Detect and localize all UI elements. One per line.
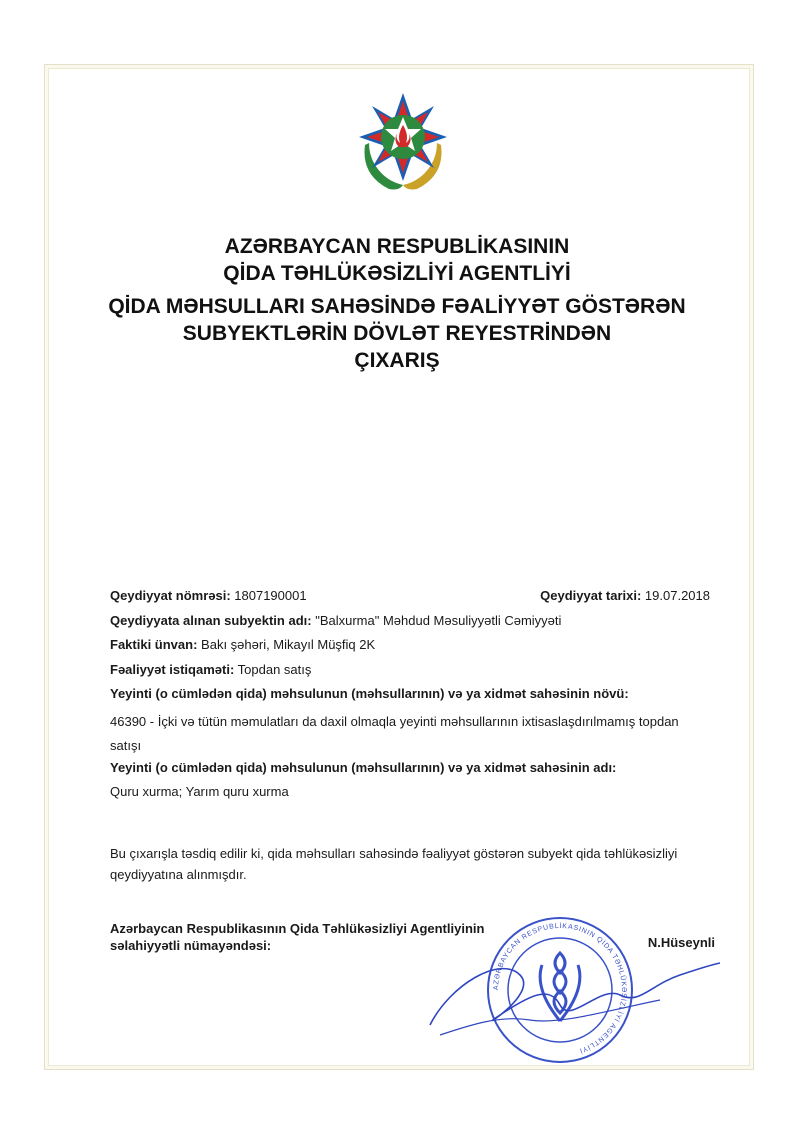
title-line-1: AZƏRBAYCAN RESPUBLİKASININ: [224, 235, 570, 258]
activity-label: Fəaliyyət istiqaməti:: [110, 661, 235, 677]
signature-line-1: Azərbaycan Respublikasının Qida Təhlükəsizliyi Agentliyinin: [110, 921, 485, 936]
address-value: Bakı şəhəri, Mikayıl Müşfiq 2K: [201, 637, 376, 652]
reg-date-value: 19.07.2018: [644, 588, 710, 603]
subject-value: "Balxurma" Məhdud Məsuliyyətli Cəmiyyəti: [315, 612, 562, 628]
title-line-5: ÇIXARIŞ: [354, 349, 440, 372]
signatory-name: N.Hüseynli: [647, 935, 715, 950]
document-title: [60, 233, 734, 374]
confirmation-text: Bu çıxarışla təsdiq edilir ki, qida məhsulları sahəsində fəaliyyət göstərən subyekt qida təhlükəsizliyi qeydiyyatına alınmışdır.: [110, 846, 678, 882]
signature-line-2: səlahiyyətli nümayəndəsi:: [110, 938, 272, 953]
type-value: 46390 - İçki və tütün məmulatları da daxil olmaqla yeyinti məhsullarının ixtisaslaşdırılmamış topdan satışı: [110, 713, 679, 753]
title-line-4: SUBYEKTLƏRİN DÖVLƏT REYESTRİNDƏN: [182, 322, 612, 345]
name-value: Quru xurma; Yarım quru xurma: [110, 784, 289, 799]
reg-date-label: Qeydiyyat tarixi:: [540, 588, 642, 603]
signature-block: [110, 920, 715, 954]
address-label: Faktiki ünvan:: [110, 637, 198, 652]
type-label: Yeyinti (o cümlədən qida) məhsulunun (məhsullarının) və ya xidmət sahəsinin növü:: [110, 686, 629, 701]
address-row: [110, 636, 710, 661]
stamp-ring-text: AZƏRBAYCAN RESPUBLİKASININ QİDA TƏHLÜKƏSİZLİYİ AGENTLİYİ: [492, 922, 628, 1054]
reg-no-label: Qeydiyyat nömrəsi:: [110, 588, 231, 603]
subject-row: [110, 612, 710, 637]
activity-row: [110, 661, 710, 686]
registration-row: [110, 587, 710, 612]
reg-no-value: 1807190001: [234, 588, 307, 603]
name-label: Yeyinti (o cümlədən qida) məhsulunun (məhsullarının) və ya xidmət sahəsinin adı:: [110, 759, 617, 775]
title-line-3: QİDA MƏHSULLARI SAHƏSİNDƏ FƏALİYYƏT GÖSTƏRƏN: [108, 295, 686, 318]
state-emblem-icon: [355, 85, 451, 195]
activity-value: Topdan satış: [237, 661, 312, 677]
title-line-2: QİDA TƏHLÜKƏSİZLİYİ AGENTLİYİ: [223, 262, 571, 285]
subject-label: Qeydiyyata alınan subyektin adı:: [110, 612, 312, 628]
registration-fields: [110, 587, 710, 808]
